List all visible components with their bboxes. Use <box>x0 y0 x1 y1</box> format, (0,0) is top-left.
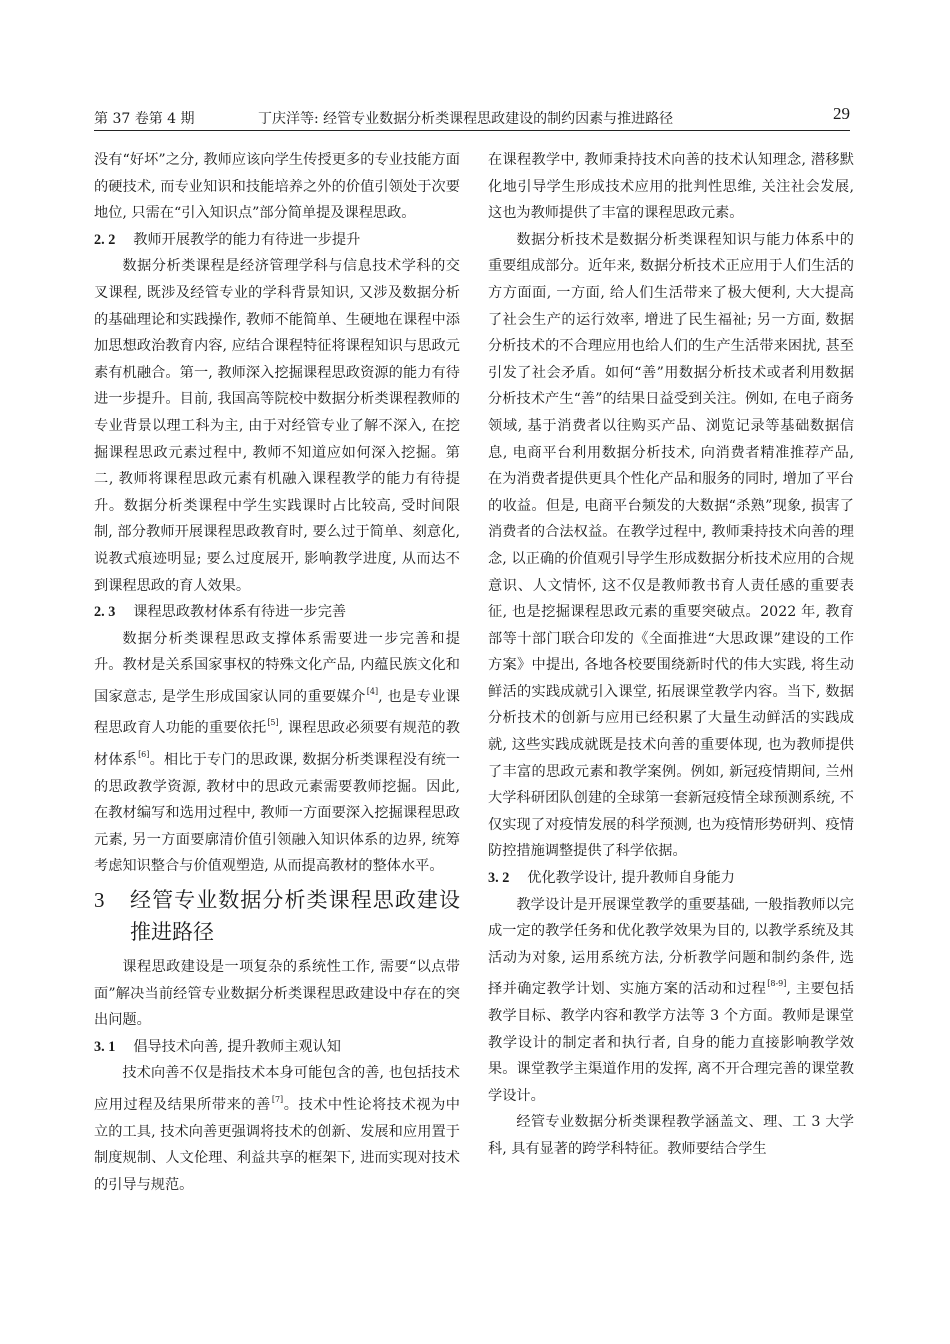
paragraph-text: 数据分析类课程思政支撑体系需要进一步完善和提升。教材是关系国家事权的特殊文化产品, 内蕴民族文化和国家意志, 是学生形成国家认同的重要媒介 <box>94 630 460 705</box>
section-heading-2-2 <box>94 227 460 254</box>
chapter-heading-3 <box>94 884 460 948</box>
page-number: 29 <box>833 104 850 123</box>
paragraph <box>94 1060 460 1198</box>
left-column <box>94 147 460 1198</box>
citation-ref: [7] <box>271 1095 284 1104</box>
paragraph-continued: 没有“好坏”之分, 教师应该向学生传授更多的专业技能方面的硬技术, 而专业知识和技能培养之外的价值引领处于次要地位, 只需在“引入知识点”部分简单提及课程思政。 <box>94 152 460 222</box>
citation-ref: [4] <box>366 686 379 696</box>
running-title: 丁庆洋等: 经管专业数据分析类课程思政建设的制约因素与推进路径 <box>258 111 674 127</box>
citation-ref: [6] <box>138 750 150 760</box>
section-number: 3. 1 <box>94 1038 116 1055</box>
citation-ref: [5] <box>267 718 279 728</box>
paragraph-text: , 课程思政必须要有规范的教材体系 <box>94 720 460 769</box>
right-column <box>488 147 854 1163</box>
section-number: 3. 2 <box>488 870 510 887</box>
paragraph <box>94 626 460 880</box>
paragraph-text: 教学设计是开展课堂教学的重要基础, 一般指教师以完成一定的教学任务和优化教学效果为目的, 以教学系统及其活动为对象, 运用系统方法, 分析教学问题和制约条件, 选择并确定教学计划、实施方案的活动和过程 <box>488 896 854 998</box>
paragraph-text: 。相比于专门的思政课, 数据分析类课程没有统一的思政教学资源, 教材中的思政元素需要教师挖掘。因此, 在教材编写和选用过程中, 教师一方面要深入挖掘课程思政元素, 另一方面要廓清价值引领融入知识体系的边界, 统筹考虑知识整合与价值观塑造, 从而提高教材的整体水平。 <box>94 752 460 875</box>
chapter-number: 3 <box>94 888 105 913</box>
section-heading-2-3 <box>94 599 460 626</box>
paragraph-continued: 在课程教学中, 教师秉持技术向善的技术认知理念, 潜移默化地引导学生形成技术应用的批判性思维, 关注社会发展, 这也为教师提供了丰富的课程思政元素。 <box>488 152 854 222</box>
journal-issue: 第 37 卷第 4 期 <box>94 111 195 127</box>
paragraph: 数据分析类课程是经济管理学科与信息技术学科的交叉课程, 既涉及经管专业的学科背景知识, 又涉及数据分析的基础理论和实践操作, 教师不能简单、生硬地在课程中添加思想政治教育内容, 应结合课程特征将课程知识与思政元素有机融合。第一, 教师深入挖掘课程思政资源的能力有待进一步提升。目前, 我国高等院校中数据分析类课程教师的专业背景以理工科为主, 由于对经管专业了解不深入, 在挖掘课程思政元素过程中, 教师不知道应如何深入挖掘。第二, 教师将课程思政元素有机融入课程教学的能力有待提升。数据分析类课程中学生实践课时占比较高, 受时间限制, 部分教师开展课程思政教育时, 要么过于简单、刻意化, 说教式痕迹明显; 要么过度展开, 影响教学进度, 从而达不到课程思政的育人效果。 <box>94 258 460 594</box>
paragraph-text: 。技术中性论将技术视为中立的工具, 技术向善更强调将技术的创新、发展和应用置于制度规制、人文伦理、利益共享的框架下, 进而实现对技术的引导与规范。 <box>94 1097 460 1193</box>
paragraph <box>488 892 854 1110</box>
section-number: 2. 3 <box>94 604 116 621</box>
section-number: 2. 2 <box>94 231 116 248</box>
paragraph: 经管专业数据分析类课程教学涵盖文、理、工 3 大学科, 具有显著的跨学科特征。教师要结合学生 <box>488 1114 854 1157</box>
running-header <box>94 104 850 131</box>
paragraph-text: , 主要包括教学目标、教学内容和教学方法等 3 个方面。教师是课堂教学设计的制定者和执行者, 自身的能力直接影响教学效果。课堂教学主渠道作用的发挥, 离不开合理完善的课堂教学设计。 <box>488 981 854 1104</box>
paragraph: 课程思政建设是一项复杂的系统性工作, 需要“以点带面”解决当前经管专业数据分析类课程思政建设中存在的突出问题。 <box>94 959 460 1029</box>
section-heading-3-1 <box>94 1034 460 1061</box>
section-title: 倡导技术向善, 提升教师主观认知 <box>133 1038 341 1055</box>
paragraph-text: , 也是专业课程思政育人功能的重要依托 <box>94 688 460 737</box>
section-heading-3-2 <box>488 865 854 892</box>
section-title: 优化教学设计, 提升教师自身能力 <box>527 870 735 887</box>
section-title: 课程思政教材体系有待进一步完善 <box>133 604 347 621</box>
citation-ref: [8-9] <box>767 979 787 989</box>
paragraph-text: 技术向善不仅是指技术本身可能包含的善, 也包括技术应用过程及结果所带来的善 <box>94 1065 460 1113</box>
section-title: 教师开展教学的能力有待进一步提升 <box>133 231 361 248</box>
paragraph: 数据分析技术是数据分析类课程知识与能力体系中的重要组成部分。近年来, 数据分析技术正应用于人们生活的方方面面, 一方面, 给人们生活带来了极大便利, 大大提高了社会生产的运行效率, 增进了民生福祉; 另一方面, 数据分析技术的不合理应用也给人们的生产生活带来困扰, 甚至引发了社会矛盾。如何“善”用数据分析技术或者利用数据分析技术产生“善”的结果日益受到关注。例如, 在电子商务领域, 基于消费者以往购买产品、浏览记录等基础数据信息, 电商平台利用数据分析技术, 向消费者精准推荐产品, 在为消费者提供更具个性化产品和服务的同时, 增加了平台的收益。但是, 电商平台频发的大数据“杀熟”现象, 损害了消费者的合法权益。在教学过程中, 教师秉持技术向善的理念, 以正确的价值观引导学生形成数据分析技术应用的合规意识、人文情怀, 这不仅是教师教书育人责任感的重要表征, 也是挖掘课程思政元素的重要突破点。2022 年, 教育部等十部门联合印发的《全面推进“大思政课”建设的工作方案》中提出, 各地各校要围绕新时代的伟大实践, 将生动鲜活的实践成就引入课堂, 拓展课堂教学内容。当下, 数据分析技术的创新与应用已经积累了大量生动鲜活的实践成就, 这些实践成就既是技术向善的重要体现, 也为教师提供了丰富的思政元素和教学案例。例如, 新冠疫情期间, 兰州大学科研团队创建的全球第一套新冠疫情全球预测系统, 不仅实现了对疫情发展的科学预测, 也为疫情形势研判、疫情防控措施调整提供了科学依据。 <box>488 231 854 860</box>
chapter-title: 经管专业数据分析类课程思政建设推进路径 <box>130 888 460 945</box>
